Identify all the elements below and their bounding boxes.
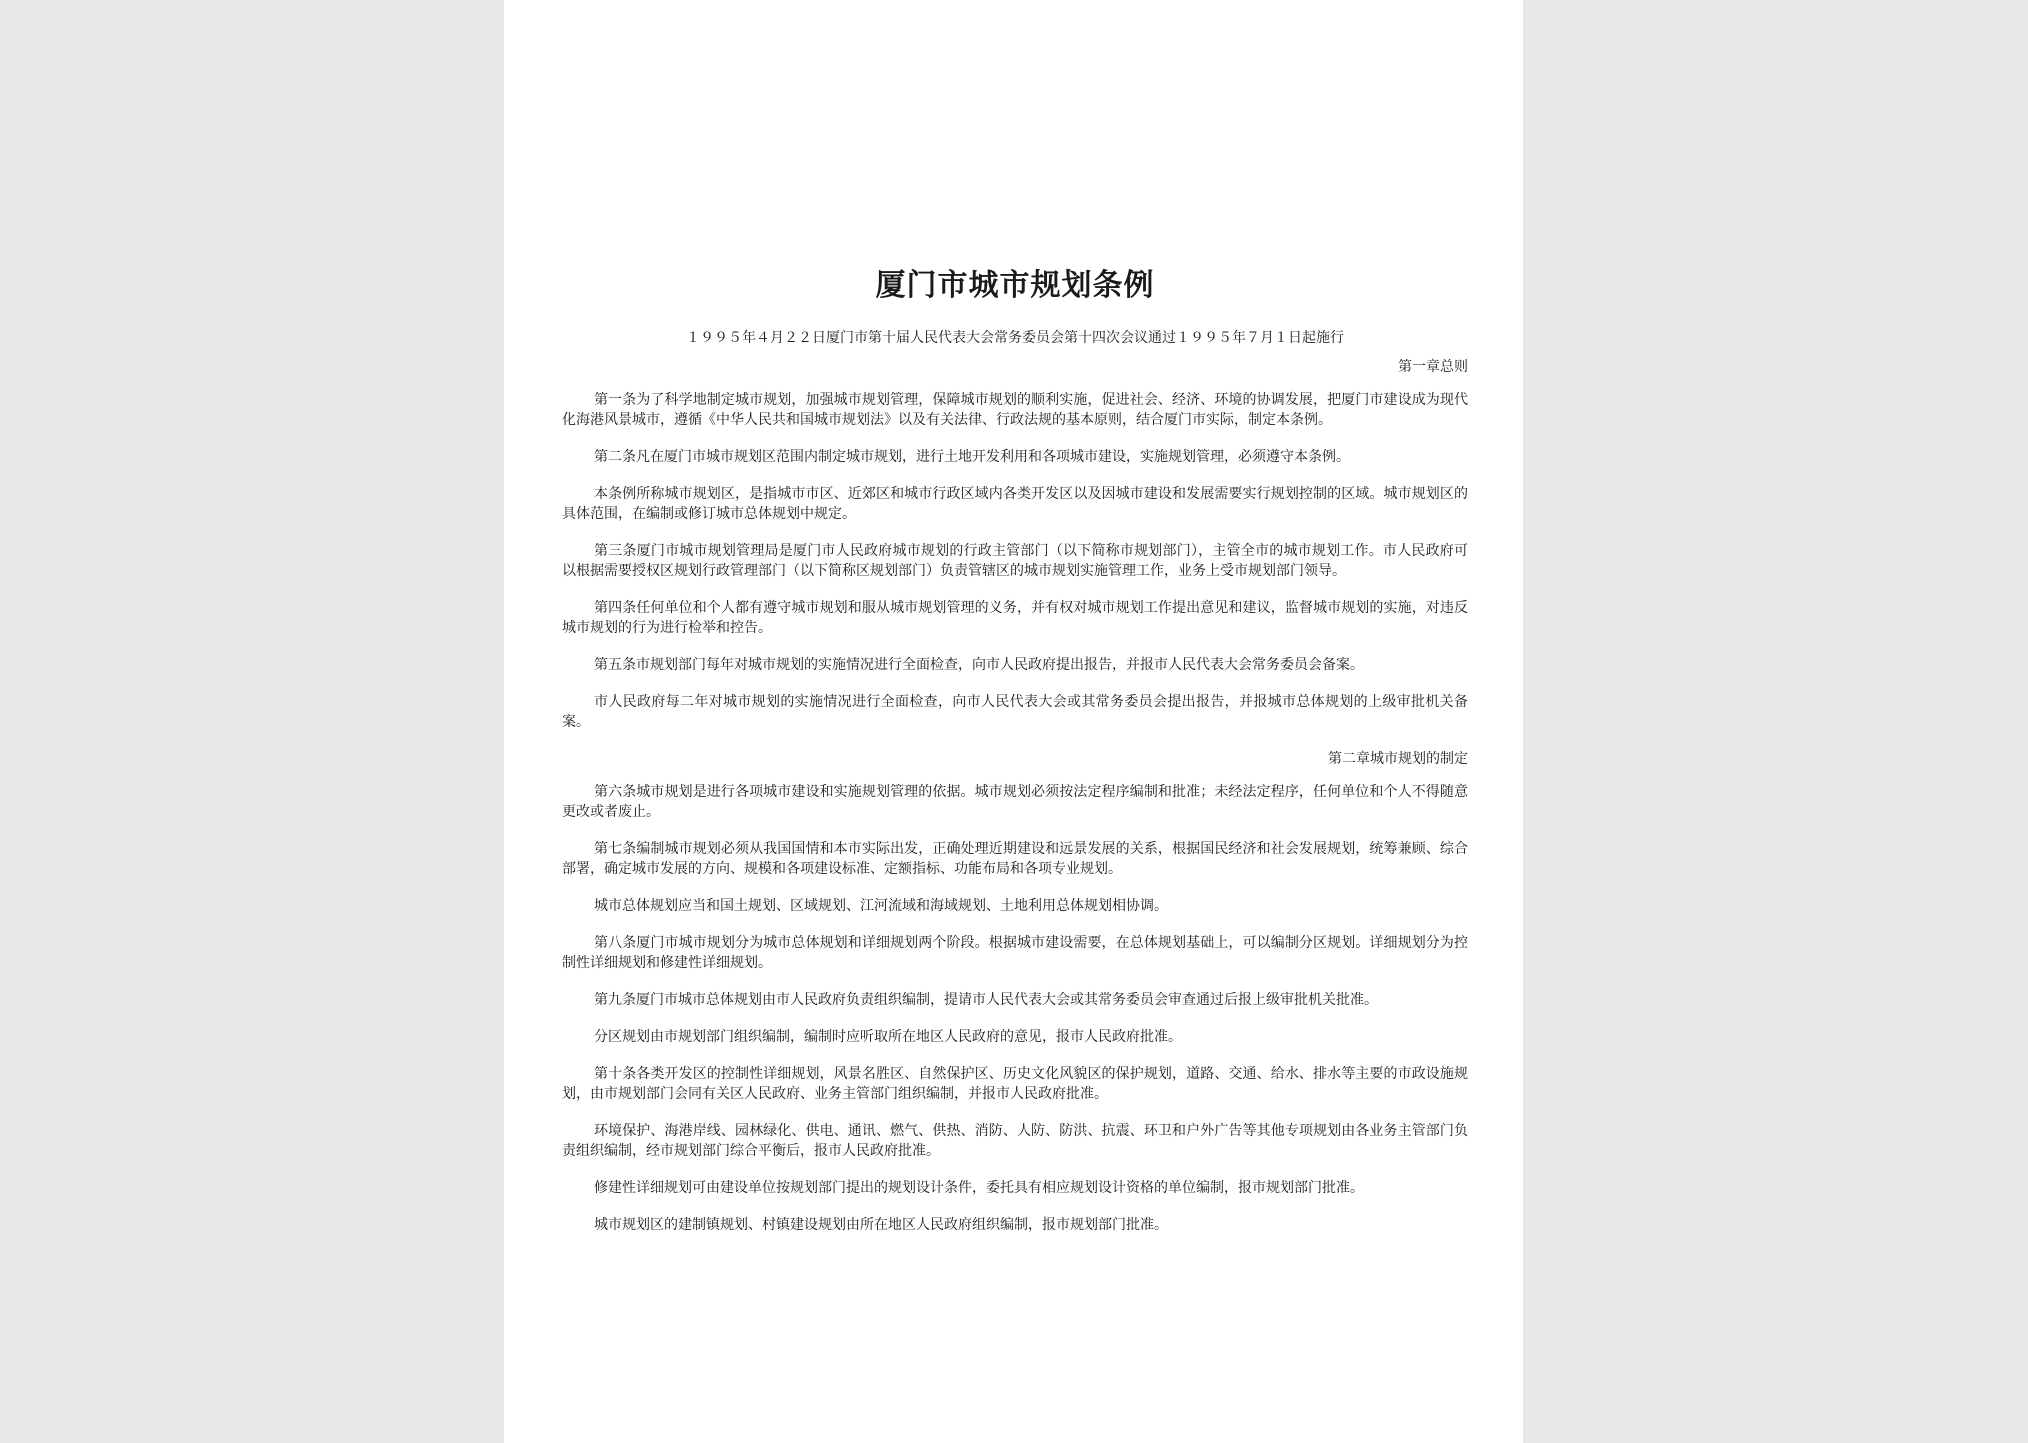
document-subtitle: １９９５年４月２２日厦门市第十届人民代表大会常务委员会第十四次会议通过１９９５年７月１日起施行 — [686, 330, 1344, 346]
paragraph: 修建性详细规划可由建设单位按规划部门提出的规划设计条件，委托具有相应规划设计资格的单位编制，报市规划部门批准。 — [594, 1180, 1364, 1196]
paragraph: 第二条凡在厦门市城市规划区范围内制定城市规划，进行土地开发利用和各项城市建设，实施规划管理，必须遵守本条例。 — [594, 449, 1350, 465]
chapter-heading-2: 第二章城市规划的制定 — [1328, 751, 1468, 767]
paragraph: 第十条各类开发区的控制性详细规划，风景名胜区、自然保护区、历史文化风貌区的保护规划，道路、交通、给水、排水等主要的市政设施规划，由市规划部门会同有关区人民政府、业务主管部门组织编制，并报市人民政府批准。 — [562, 1066, 1468, 1102]
paragraph: 城市规划区的建制镇规划、村镇建设规划由所在地区人民政府组织编制，报市规划部门批准。 — [594, 1217, 1168, 1233]
paragraph: 第三条厦门市城市规划管理局是厦门市人民政府城市规划的行政主管部门（以下简称市规划部门），主管全市的城市规划工作。市人民政府可以根据需要授权区规划行政管理部门（以下简称区规划部门）负责管辖区的城市规划实施管理工作，业务上受市规划部门领导。 — [562, 543, 1468, 579]
paragraph: 第五条市规划部门每年对城市规划的实施情况进行全面检查，向市人民政府提出报告，并报市人民代表大会常务委员会备案。 — [594, 657, 1364, 673]
paragraph: 环境保护、海港岸线、园林绿化、供电、通讯、燃气、供热、消防、人防、防洪、抗震、环卫和户外广告等其他专项规划由各业务主管部门负责组织编制，经市规划部门综合平衡后，报市人民政府批准。 — [562, 1123, 1468, 1159]
paragraph: 第六条城市规划是进行各项城市建设和实施规划管理的依据。城市规划必须按法定程序编制和批准；未经法定程序，任何单位和个人不得随意更改或者废止。 — [562, 784, 1468, 820]
paragraph: 第九条厦门市城市总体规划由市人民政府负责组织编制，提请市人民代表大会或其常务委员会审查通过后报上级审批机关批准。 — [594, 992, 1378, 1008]
paragraph: 市人民政府每二年对城市规划的实施情况进行全面检查，向市人民代表大会或其常务委员会提出报告，并报城市总体规划的上级审批机关备案。 — [562, 694, 1468, 730]
paragraph: 分区规划由市规划部门组织编制，编制时应听取所在地区人民政府的意见，报市人民政府批准。 — [594, 1029, 1182, 1045]
paragraph: 第八条厦门市城市规划分为城市总体规划和详细规划两个阶段。根据城市建设需要，在总体规划基础上，可以编制分区规划。详细规划分为控制性详细规划和修建性详细规划。 — [562, 935, 1468, 971]
document-title: 厦门市城市规划条例 — [875, 268, 1155, 303]
paragraph: 城市总体规划应当和国土规划、区域规划、江河流域和海域规划、土地利用总体规划相协调。 — [594, 898, 1168, 914]
paragraph: 第一条为了科学地制定城市规划，加强城市规划管理，保障城市规划的顺利实施，促进社会、经济、环境的协调发展，把厦门市建设成为现代化海港风景城市，遵循《中华人民共和国城市规划法》以及有关法律、行政法规的基本原则，结合厦门市实际，制定本条例。 — [562, 392, 1468, 428]
paragraph: 本条例所称城市规划区，是指城市市区、近郊区和城市行政区域内各类开发区以及因城市建设和发展需要实行规划控制的区域。城市规划区的具体范围，在编制或修订城市总体规划中规定。 — [562, 486, 1468, 522]
paragraph: 第七条编制城市规划必须从我国国情和本市实际出发，正确处理近期建设和远景发展的关系，根据国民经济和社会发展规划，统筹兼顾、综合部署，确定城市发展的方向、规模和各项建设标准、定额指标、功能布局和各项专业规划。 — [562, 841, 1468, 877]
document-content — [562, 266, 1468, 1252]
paragraph: 第四条任何单位和个人都有遵守城市规划和服从城市规划管理的义务，并有权对城市规划工作提出意见和建议，监督城市规划的实施，对违反城市规划的行为进行检举和控告。 — [562, 600, 1468, 636]
chapter-heading-1: 第一章总则 — [1398, 359, 1468, 375]
document-page — [504, 0, 1523, 1443]
